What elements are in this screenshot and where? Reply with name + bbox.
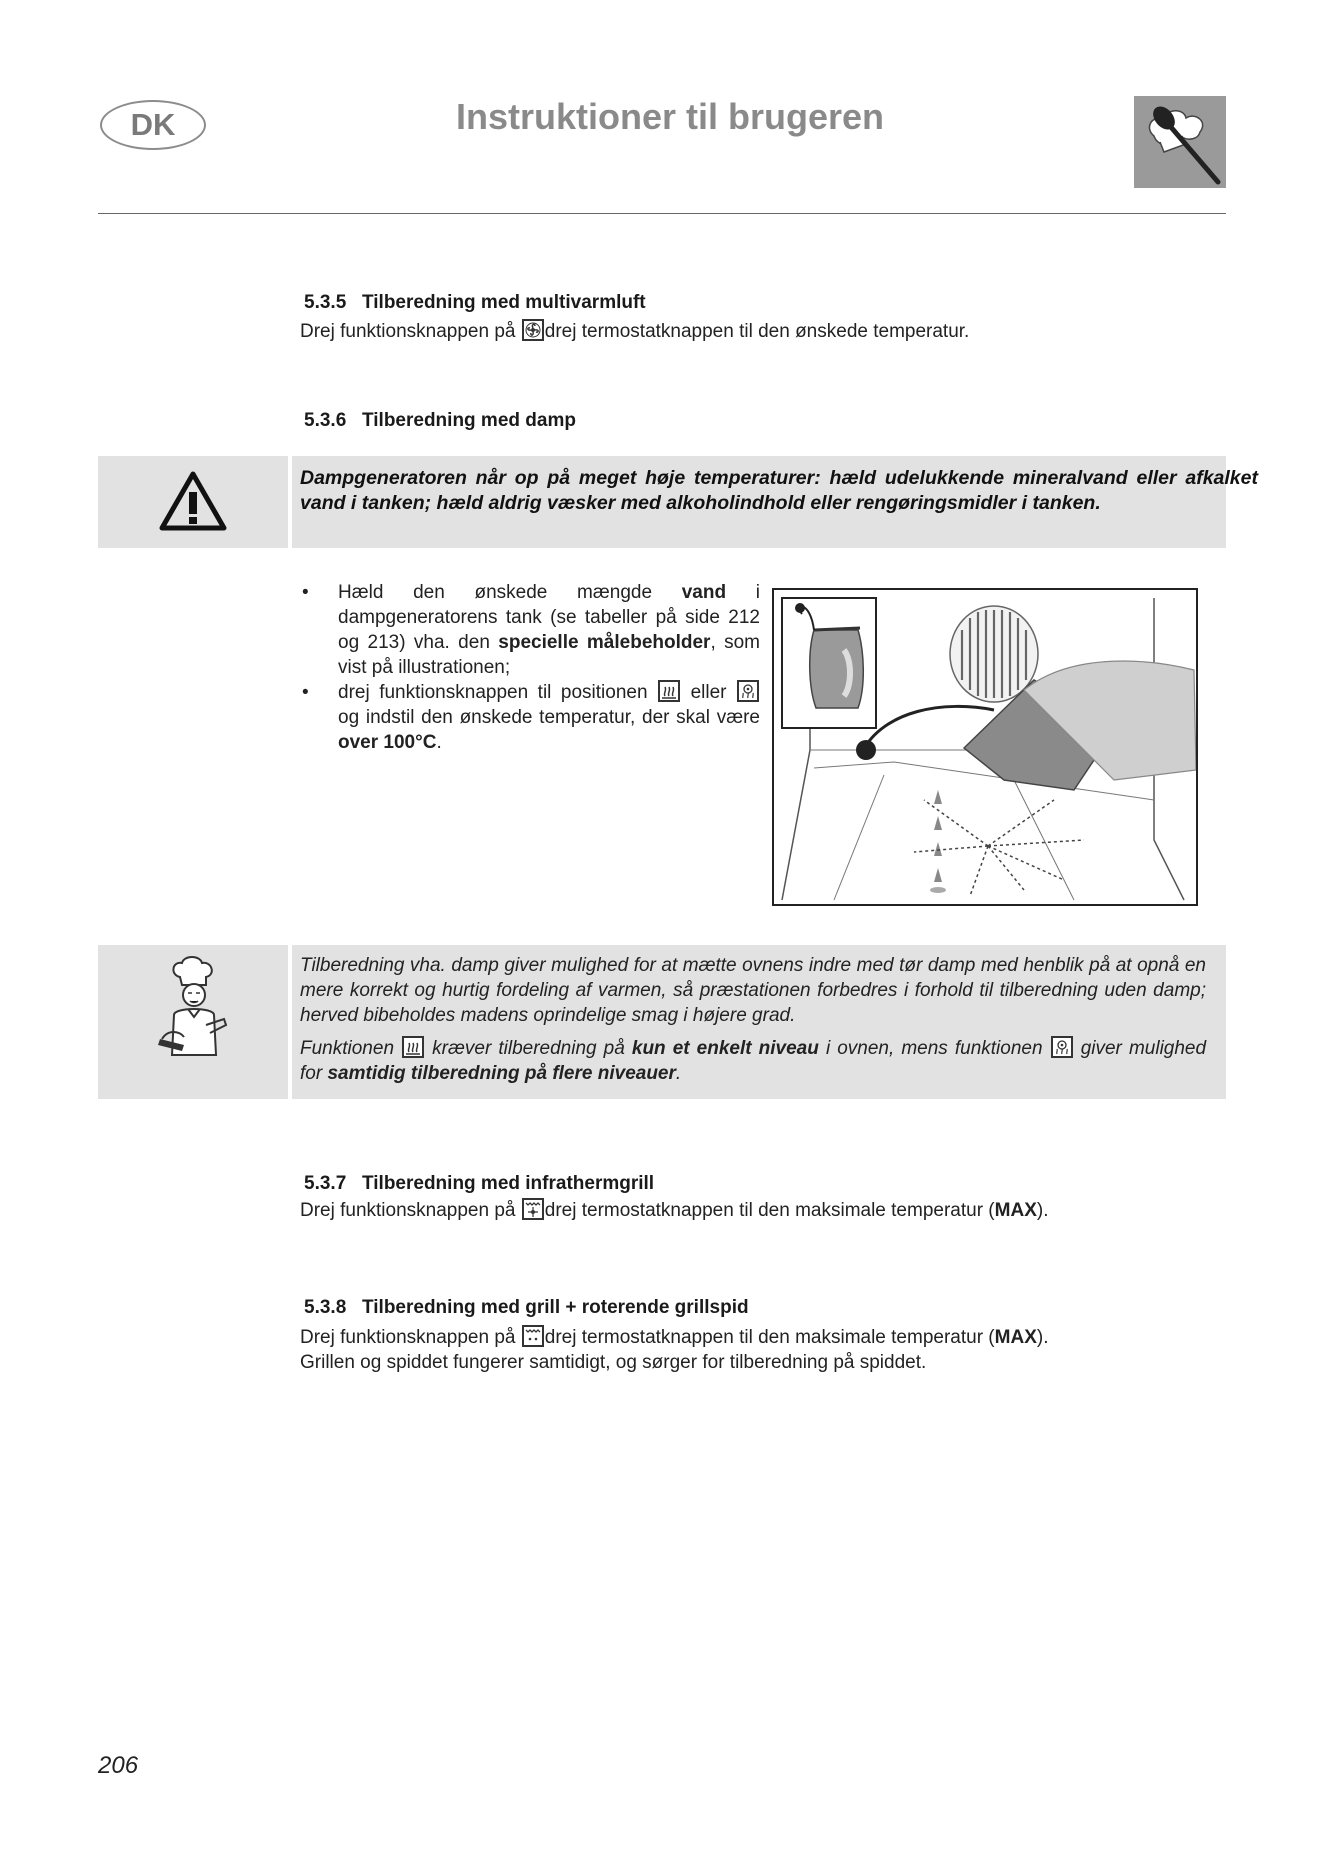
page-number: 206 — [98, 1752, 139, 1779]
section-title-5-3-6: 5.3.6 Tilberedning med damp — [304, 410, 576, 431]
steam-fan-function-icon — [1051, 1036, 1073, 1058]
list-item: • Hæld den ønskede mængde vand i dampgeneratorens tank (se tabeller på side 212 og 213) vha. den specielle målebeholder, som vist på illustrationen; — [300, 580, 760, 680]
steam-tank-filling-illustration — [772, 588, 1198, 906]
multi-fan-function-icon — [522, 319, 544, 341]
warning-triangle-icon — [158, 470, 228, 532]
chef-hat-spoon-logo-icon — [1134, 96, 1226, 188]
section-text-5-3-5: Drej funktionsknappen på drej termostatknappen til den ønskede temperatur. — [300, 321, 970, 342]
steam-tip-text — [300, 953, 1206, 1094]
tip-paragraph: Funktionen kræver tilberedning på kun et enkelt niveau i ovnen, mens funktionen giver mulighed for samtidig tilberedning på flere niveauer. — [300, 1038, 1207, 1084]
section-title-5-3-8: 5.3.8 Tilberedning med grill + roterende grillspid — [304, 1297, 749, 1318]
steam-function-icon — [658, 680, 680, 702]
section-title-5-3-5: 5.3.5 Tilberedning med multivarmluft — [304, 292, 646, 313]
warning-icon-panel — [98, 456, 288, 548]
steam-instructions-list — [300, 580, 760, 755]
tip-paragraph: Tilberedning vha. damp giver mulighed for at mætte ovnens indre med tør damp med henblik på at opnå en mere korrekt og hurtig fordeling af varmen, så præstationen forbedres i forhold til tilberedning uden damp; herved bibeholdes madens oprindelige smag i højere grad. — [300, 955, 1206, 1026]
warning-text: Dampgeneratoren når op på meget høje temperaturer: hæld udelukkende mineralvand eller afkalket vand i tanken; hæld aldrig væsker med alkoholindhold eller rengøringsmidler i tanken. — [300, 467, 1258, 514]
section-text-5-3-8: Drej funktionsknappen på drej termostatknappen til den maksimale temperatur (MAX). Grillen og spiddet fungerer samtidigt, og sørger for tilberedning på spiddet. — [300, 1327, 1049, 1373]
section-text-5-3-7: Drej funktionsknappen på drej termostatknappen til den maksimale temperatur (MAX). — [300, 1200, 1049, 1221]
page-title: Instruktioner til brugeren — [455, 96, 885, 137]
language-code: DK — [130, 107, 176, 142]
language-badge — [100, 100, 206, 150]
infratherm-grill-function-icon — [522, 1198, 544, 1220]
section-title-5-3-7: 5.3.7 Tilberedning med infrathermgrill — [304, 1173, 655, 1194]
steam-function-icon — [402, 1036, 424, 1058]
tip-icon-panel — [98, 945, 288, 1099]
steam-fan-function-icon — [737, 680, 759, 702]
list-item: • drej funktionsknappen til positionen eller og indstil den ønskede temperatur, der skal være over 100°C. — [300, 680, 760, 755]
chef-icon — [154, 955, 234, 1063]
header-divider — [98, 213, 1226, 214]
grill-rotisserie-function-icon — [522, 1325, 544, 1347]
